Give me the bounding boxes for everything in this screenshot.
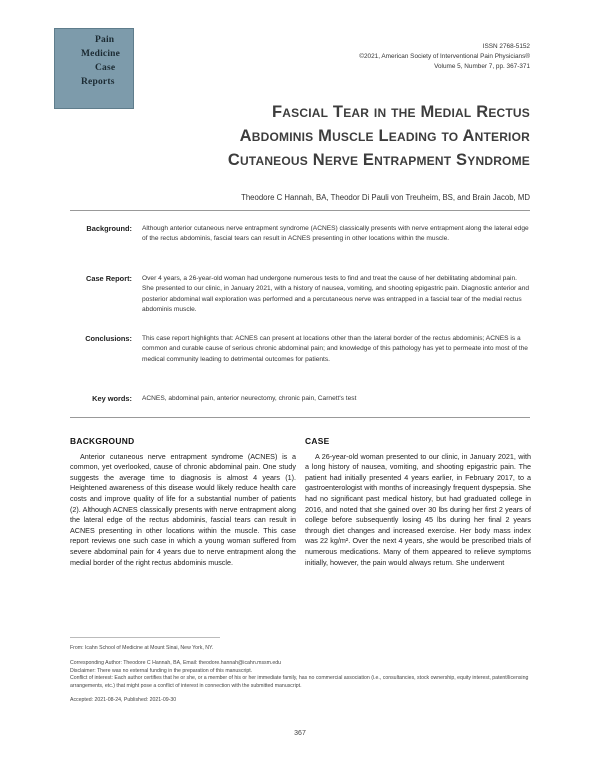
abstract-text: Over 4 years, a 26-year-old woman had undergone numerous tests to find and treat the cause of her debilitating abdominal pain. She presented to our clinic, in January 2021, with a history of nausea, vomiting, and shooting epigastric pain. Diagnostic anterior and posterior abdominal wall exploration was performed and a percutaneous nerve was entrapped in a fascial tear of the medial rectus abdominis muscle. — [142, 275, 530, 314]
abstract-label: Key words: — [92, 394, 132, 403]
page-number: 367 — [294, 730, 306, 737]
abstract-text: ACNES, abdominal pain, anterior neurectomy, chronic pain, Carnett's test — [142, 395, 357, 402]
abstract-top-rule — [70, 210, 530, 211]
footnote-rule — [70, 637, 220, 638]
journal-name-line: Reports — [81, 77, 115, 87]
article-title — [100, 100, 530, 172]
journal-logo — [54, 28, 134, 109]
journal-name-line: Case — [95, 63, 116, 73]
footnote-from: From: Icahn School of Medicine at Mount Sinai, New York, NY. — [70, 645, 214, 651]
footnote-accepted: Accepted: 2021-08-24, Published: 2021-09-30 — [70, 697, 177, 703]
footnote-disclaimer: Disclaimer: There was no external funding in the preparation of this manuscript. — [70, 667, 253, 674]
volume-info: Volume 5, Number 7, pp. 367-371 — [434, 63, 530, 71]
section-paragraph: Anterior cutaneous nerve entrapment syndrome (ACNES) is a common, yet overlooked, cause of chronic abdominal pain. One study suggests the average time to diagnosis is almost 4 years (1). Heightened awareness of this disease would likely reduce health care costs and improve quality of life for a substantial number of patients (2). Although ACNES classically presents with nerve entrapment along the lateral edge of the rectus abdominis, fascial tears can result in ACNES presenting in other locations within the muscle. This case report reviews one such case in which a young woman suffered from severe abdominal pain for 4 years due to nerve entrapment along the medial border of the right rectus abdominis muscle. — [70, 451, 296, 567]
section-heading: CASE — [305, 436, 330, 446]
section-heading: BACKGROUND — [70, 436, 135, 446]
publication-meta — [359, 42, 530, 73]
title-line: Cutaneous Nerve Entrapment Syndrome — [227, 151, 530, 169]
abstract-text: Although anterior cutaneous nerve entrapment syndrome (ACNES) classically presents with nerve entrapment along the lateral edge of the rectus abdominis, fascial tears can result in ACNES presenting in other locations within the muscle. — [142, 225, 529, 243]
issn: ISSN 2768-5152 — [482, 43, 530, 50]
case-section — [305, 436, 531, 568]
journal-name-line: Medicine — [81, 49, 121, 59]
footnote-corresponding: Corresponding Author: Theodore C Hannah, BA, Email: theodore.hannah@icahn.mssm.edu — [70, 660, 282, 666]
abstract-label: Case Report: — [86, 274, 132, 283]
abstract-text: This case report highlights that: ACNES can present at locations other than the lateral border of the rectus abdominis; ACNES is a common and curable cause of serious chronic abdominal pain; and knowledge of this pathology has yet to permeate into most of the medical community leading to detrimental outcomes for patients. — [142, 335, 528, 363]
journal-name-line: Pain — [95, 35, 115, 45]
title-line: Fascial Tear in the Medial Rectus — [271, 103, 530, 121]
footnote-conflict: Conflict of interest: Each author certifies that he or she, or a member of his or her immediate family, has no commercial association (i.e., consultancies, stock ownership, equity interest, patent/licensing arrangements, etc.) that might pose a conflict of interest in connection with the submitted manuscript. — [70, 675, 529, 689]
title-line: Abdominis Muscle Leading to Anterior — [239, 127, 530, 145]
copyright: ©2021, American Society of Interventional Pain Physicians® — [359, 53, 530, 61]
abstract-bottom-rule — [70, 417, 530, 418]
section-paragraph: A 26-year-old woman presented to our clinic, in January 2021, with a long history of nausea, vomiting, and shooting epigastric pain. The patient had initially presented 4 years earlier, in February 2017, to a gastroenterologist with months of increasingly frequent dyspepsia. She had no significant past medical history, but had graduated college in 2016, and noted that she gained over 30 lbs during her first 2 years of college before subsequently losing 45 lbs during her final 2 years through diet changes and increased exercise. Her body mass index was 22 kg/m². Over the next 4 years, she would be prescribed trials of numerous medications. Many of them appeared to relieve symptoms initially, however, the pain would always return. She underwent — [305, 451, 531, 567]
background-section — [70, 436, 296, 568]
abstract-label: Conclusions: — [85, 334, 132, 343]
author-list: Theodore C Hannah, BA, Theodor Di Pauli von Treuheim, BS, and Brain Jacob, MD — [241, 193, 530, 202]
abstract-label: Background: — [86, 224, 132, 233]
